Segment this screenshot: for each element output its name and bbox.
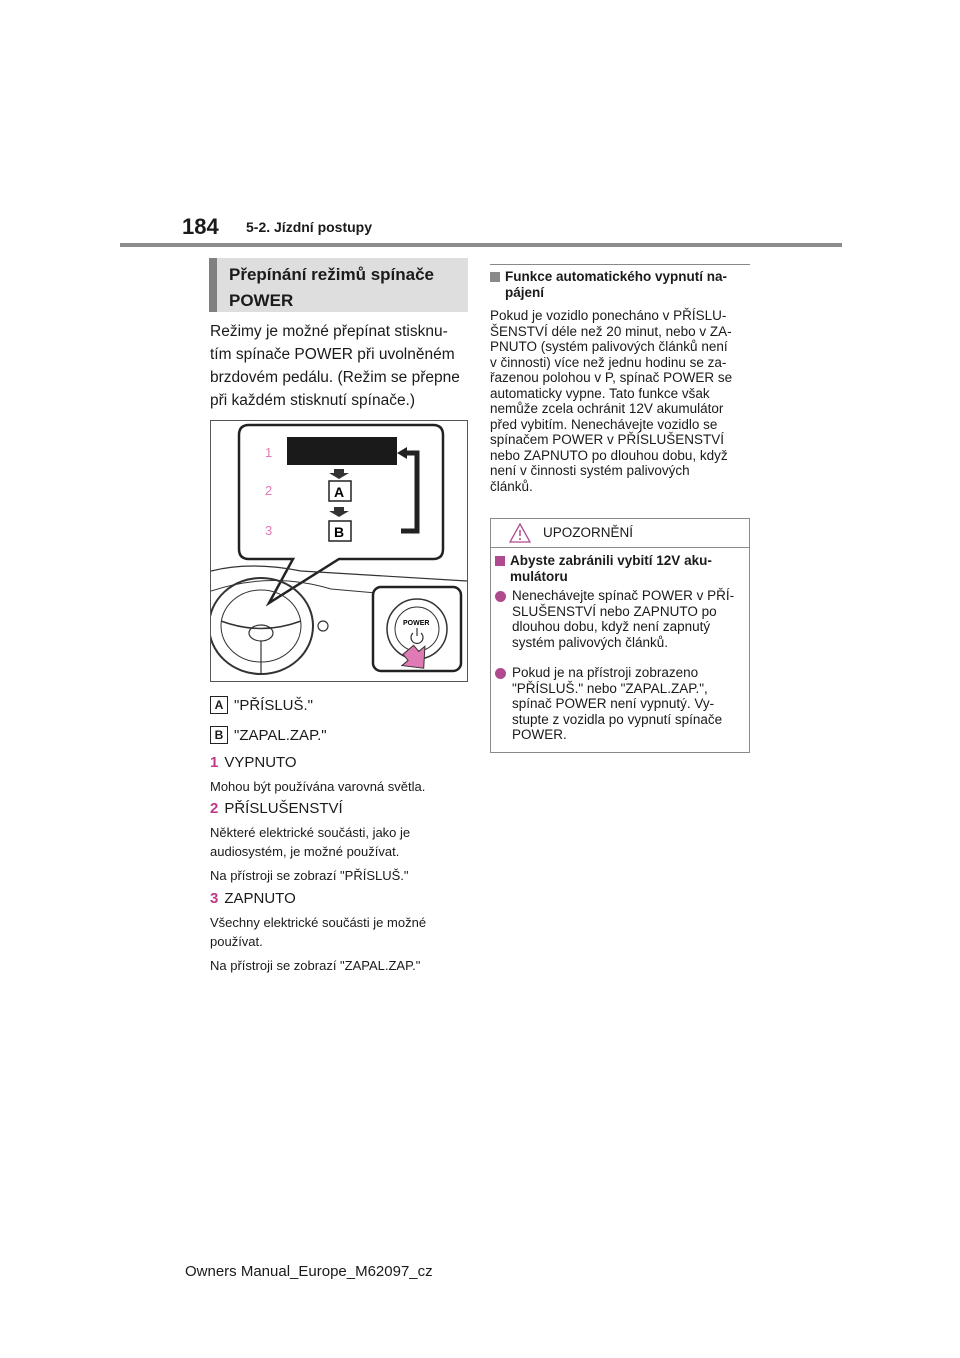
header-rule <box>120 243 842 247</box>
square-bullet-icon <box>495 556 505 566</box>
warning-subheading-line: mulátoru <box>510 569 568 584</box>
mode-description <box>210 913 472 975</box>
body-line: nemůže zcela ochránit 12V akumulátor <box>490 401 724 416</box>
intro-line: tím spínače POWER při uvolněném <box>210 346 455 363</box>
warning-bullet-line: spínač POWER není vypnutý. Vy- <box>512 696 715 711</box>
mode-desc-line: audiosystém, je možné používat. <box>210 844 400 859</box>
mode-number: 2 <box>210 800 219 817</box>
section-heading <box>209 258 468 312</box>
auto-off-heading <box>490 269 752 301</box>
mode-description <box>210 777 472 796</box>
warning-triangle-icon <box>509 523 531 543</box>
warning-bullet-line: dlouhou dobu, když není zapnutý <box>512 619 711 634</box>
circle-bullet-icon <box>495 591 506 602</box>
label-a-text: "PŘÍSLUŠ." <box>234 696 314 714</box>
footer-text: Owners Manual_Europe_M62097_cz <box>185 1263 433 1280</box>
warning-bullet-line: SLUŠENSTVÍ nebo ZAPNUTO po <box>512 603 717 619</box>
auto-off-heading-line: Funkce automatického vypnutí na- <box>505 269 728 284</box>
body-line: článků. <box>490 478 533 494</box>
body-line: automaticky vypne. Tato funkce však <box>490 385 710 401</box>
body-line: spínačem POWER v PŘÍSLUŠENSTVÍ <box>490 432 725 447</box>
step-number-3: 3 <box>265 523 273 538</box>
mode-desc-line: Některé elektrické součásti, jako je <box>210 825 411 840</box>
mode-name: PŘÍSLUŠENSTVÍ <box>224 800 343 817</box>
warning-bullet-line: systém palivových článků. <box>512 634 669 650</box>
intro-paragraph <box>210 320 472 412</box>
body-line: v činnosti) více než jednu hodinu se za- <box>490 354 727 370</box>
warning-title: UPOZORNĚNÍ <box>543 525 634 540</box>
step-number-1: 1 <box>265 445 273 460</box>
warning-bullet-line: "PŘÍSLUŠ." nebo "ZAPAL.ZAP.", <box>512 680 708 696</box>
warning-bullet-line: Nenechávejte spínač POWER v PŘÍ- <box>512 588 735 603</box>
mode-desc-line: Na přístroji se zobrazí "ZAPAL.ZAP." <box>210 958 421 973</box>
warning-bullet <box>495 588 747 650</box>
body-line: ŠENSTVÍ déle než 20 minut, nebo v ZA- <box>490 323 732 339</box>
mode-number: 3 <box>210 890 219 907</box>
body-line: před vybitím. Nenechávejte vozidlo se <box>490 416 718 432</box>
warning-bullet-line: POWER. <box>512 727 567 742</box>
body-line: řazenou polohou v P, spínač POWER se <box>490 370 733 385</box>
mode-description <box>210 823 472 885</box>
warning-header <box>491 519 749 548</box>
illus-tag-b: B <box>334 524 345 540</box>
warning-subheading-line: Abyste zabránili vybití 12V aku- <box>510 553 712 568</box>
intro-line: při každém stisknutí spínače.) <box>210 392 416 409</box>
mode-name: VYPNUTO <box>224 754 297 771</box>
power-switch-illustration <box>210 420 468 682</box>
right-column-rule <box>490 264 750 265</box>
label-a <box>210 696 313 714</box>
body-line: PNUTO (systém palivových článků není <box>490 339 728 354</box>
mode-number: 1 <box>210 754 219 771</box>
illus-tag-a: A <box>334 484 345 500</box>
section-title: 5-2. Jízdní postupy <box>246 219 373 235</box>
square-bullet-icon <box>490 272 500 282</box>
tag-b-icon: B <box>210 726 228 744</box>
warning-bullet <box>495 665 747 743</box>
mode-heading <box>210 754 297 771</box>
intro-line: Režimy je možné přepínat stisknu- <box>210 323 448 340</box>
page-number: 184 <box>182 214 219 239</box>
section-heading-line2: POWER <box>229 291 294 310</box>
mode-desc-line: Na přístroji se zobrazí "PŘÍSLUŠ." <box>210 868 409 883</box>
step-number-2: 2 <box>265 483 273 498</box>
mode-heading <box>210 890 296 907</box>
mode-heading <box>210 800 343 817</box>
power-button-label: POWER <box>403 620 430 627</box>
section-heading-line1: Přepínání režimů spínače <box>229 265 435 284</box>
auto-off-paragraph <box>490 308 752 494</box>
warning-bullet-line: Pokud je na přístroji zobrazeno <box>512 665 699 680</box>
label-b <box>210 726 327 744</box>
warning-bullet-line: stupte z vozidla po vypnutí spínače <box>512 711 723 727</box>
label-b-text: "ZAPAL.ZAP." <box>234 726 327 744</box>
mode-desc-line: Všechny elektrické součásti je možné <box>210 915 427 930</box>
mode-name: ZAPNUTO <box>224 890 296 907</box>
mode-desc-line: používat. <box>210 934 263 949</box>
warning-subheading <box>495 553 747 585</box>
body-line: nebo ZAPNUTO po dlouhou dobu, když <box>490 447 728 463</box>
mode-desc-line: Mohou být používána varovná světla. <box>210 779 426 794</box>
auto-off-heading-line: pájení <box>505 285 545 300</box>
intro-line: brzdovém pedálu. (Režim se přepne <box>210 369 460 386</box>
body-line: Pokud je vozidlo ponecháno v PŘÍSLU- <box>490 308 727 323</box>
circle-bullet-icon <box>495 668 506 679</box>
tag-a-icon: A <box>210 696 228 714</box>
body-line: není v činnosti systém palivových <box>490 463 690 478</box>
